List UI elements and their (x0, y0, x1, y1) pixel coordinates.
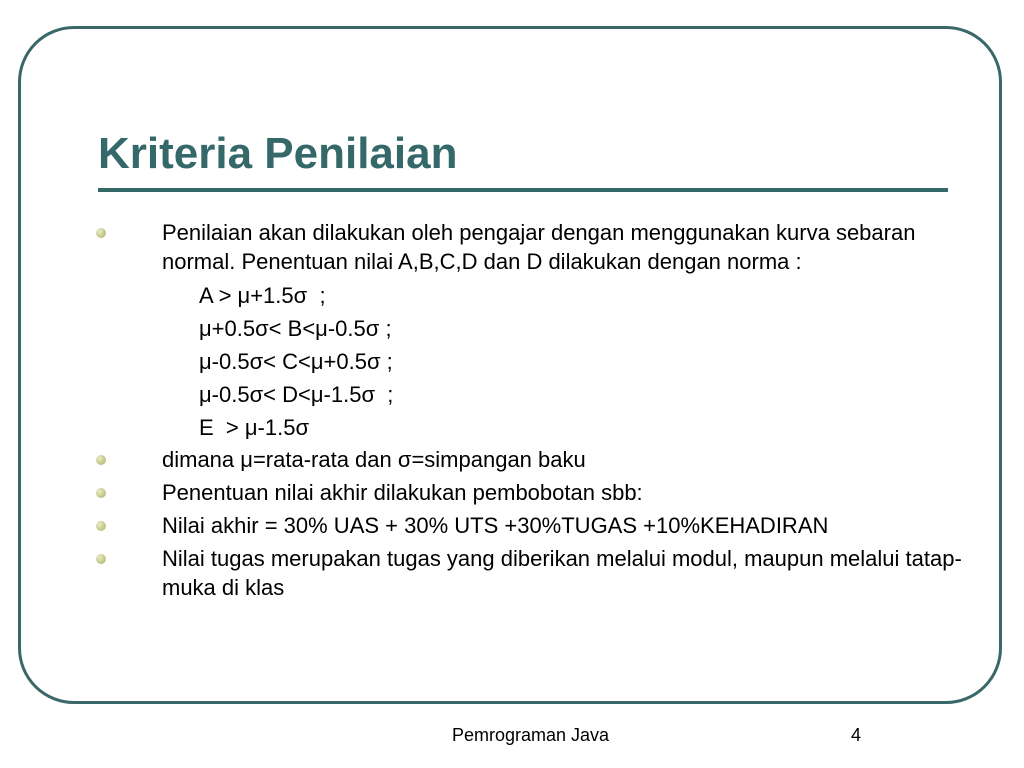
page-number: 4 (851, 725, 862, 745)
bullet-text: Nilai tugas merupakan tugas yang diberikan melalui modul, maupun melalui tatap-muka di klas (162, 546, 962, 600)
bullet-dot-icon (96, 554, 106, 564)
bullet-text: dimana μ=rata-rata dan σ=simpangan baku (162, 447, 586, 472)
bullet-dot-icon (96, 521, 106, 531)
norm-b: μ+0.5σ< B<μ-0.5σ ; (199, 316, 392, 341)
norm-a: A > μ+1.5σ ; (199, 283, 326, 308)
bullet-dot-icon (96, 228, 106, 238)
bullet-dot-icon (96, 488, 106, 498)
bullet-item (96, 218, 966, 276)
bullet-item (96, 478, 966, 507)
norm-e: E > μ-1.5σ (199, 415, 310, 440)
bullet-dot-icon (96, 455, 106, 465)
title-divider (98, 188, 948, 192)
bullet-item (96, 544, 966, 602)
bullet-text: Penentuan nilai akhir dilakukan pembobotan sbb: (162, 480, 643, 505)
norm-d: μ-0.5σ< D<μ-1.5σ ; (199, 382, 394, 407)
bullet-item (96, 511, 966, 540)
footer-course-name: Pemrograman Java (452, 725, 610, 745)
slide-content (96, 218, 966, 606)
norm-c: μ-0.5σ< C<μ+0.5σ ; (199, 349, 393, 374)
bullet-text: Nilai akhir = 30% UAS + 30% UTS +30%TUGAS +10%KEHADIRAN (162, 513, 829, 538)
bullet-text: Penilaian akan dilakukan oleh pengajar dengan menggunakan kurva sebaran normal. Penentuan nilai A,B,C,D dan D dilakukan dengan norma : (162, 220, 916, 274)
bullet-item (96, 445, 966, 474)
slide-title: Kriteria Penilaian (98, 129, 458, 178)
